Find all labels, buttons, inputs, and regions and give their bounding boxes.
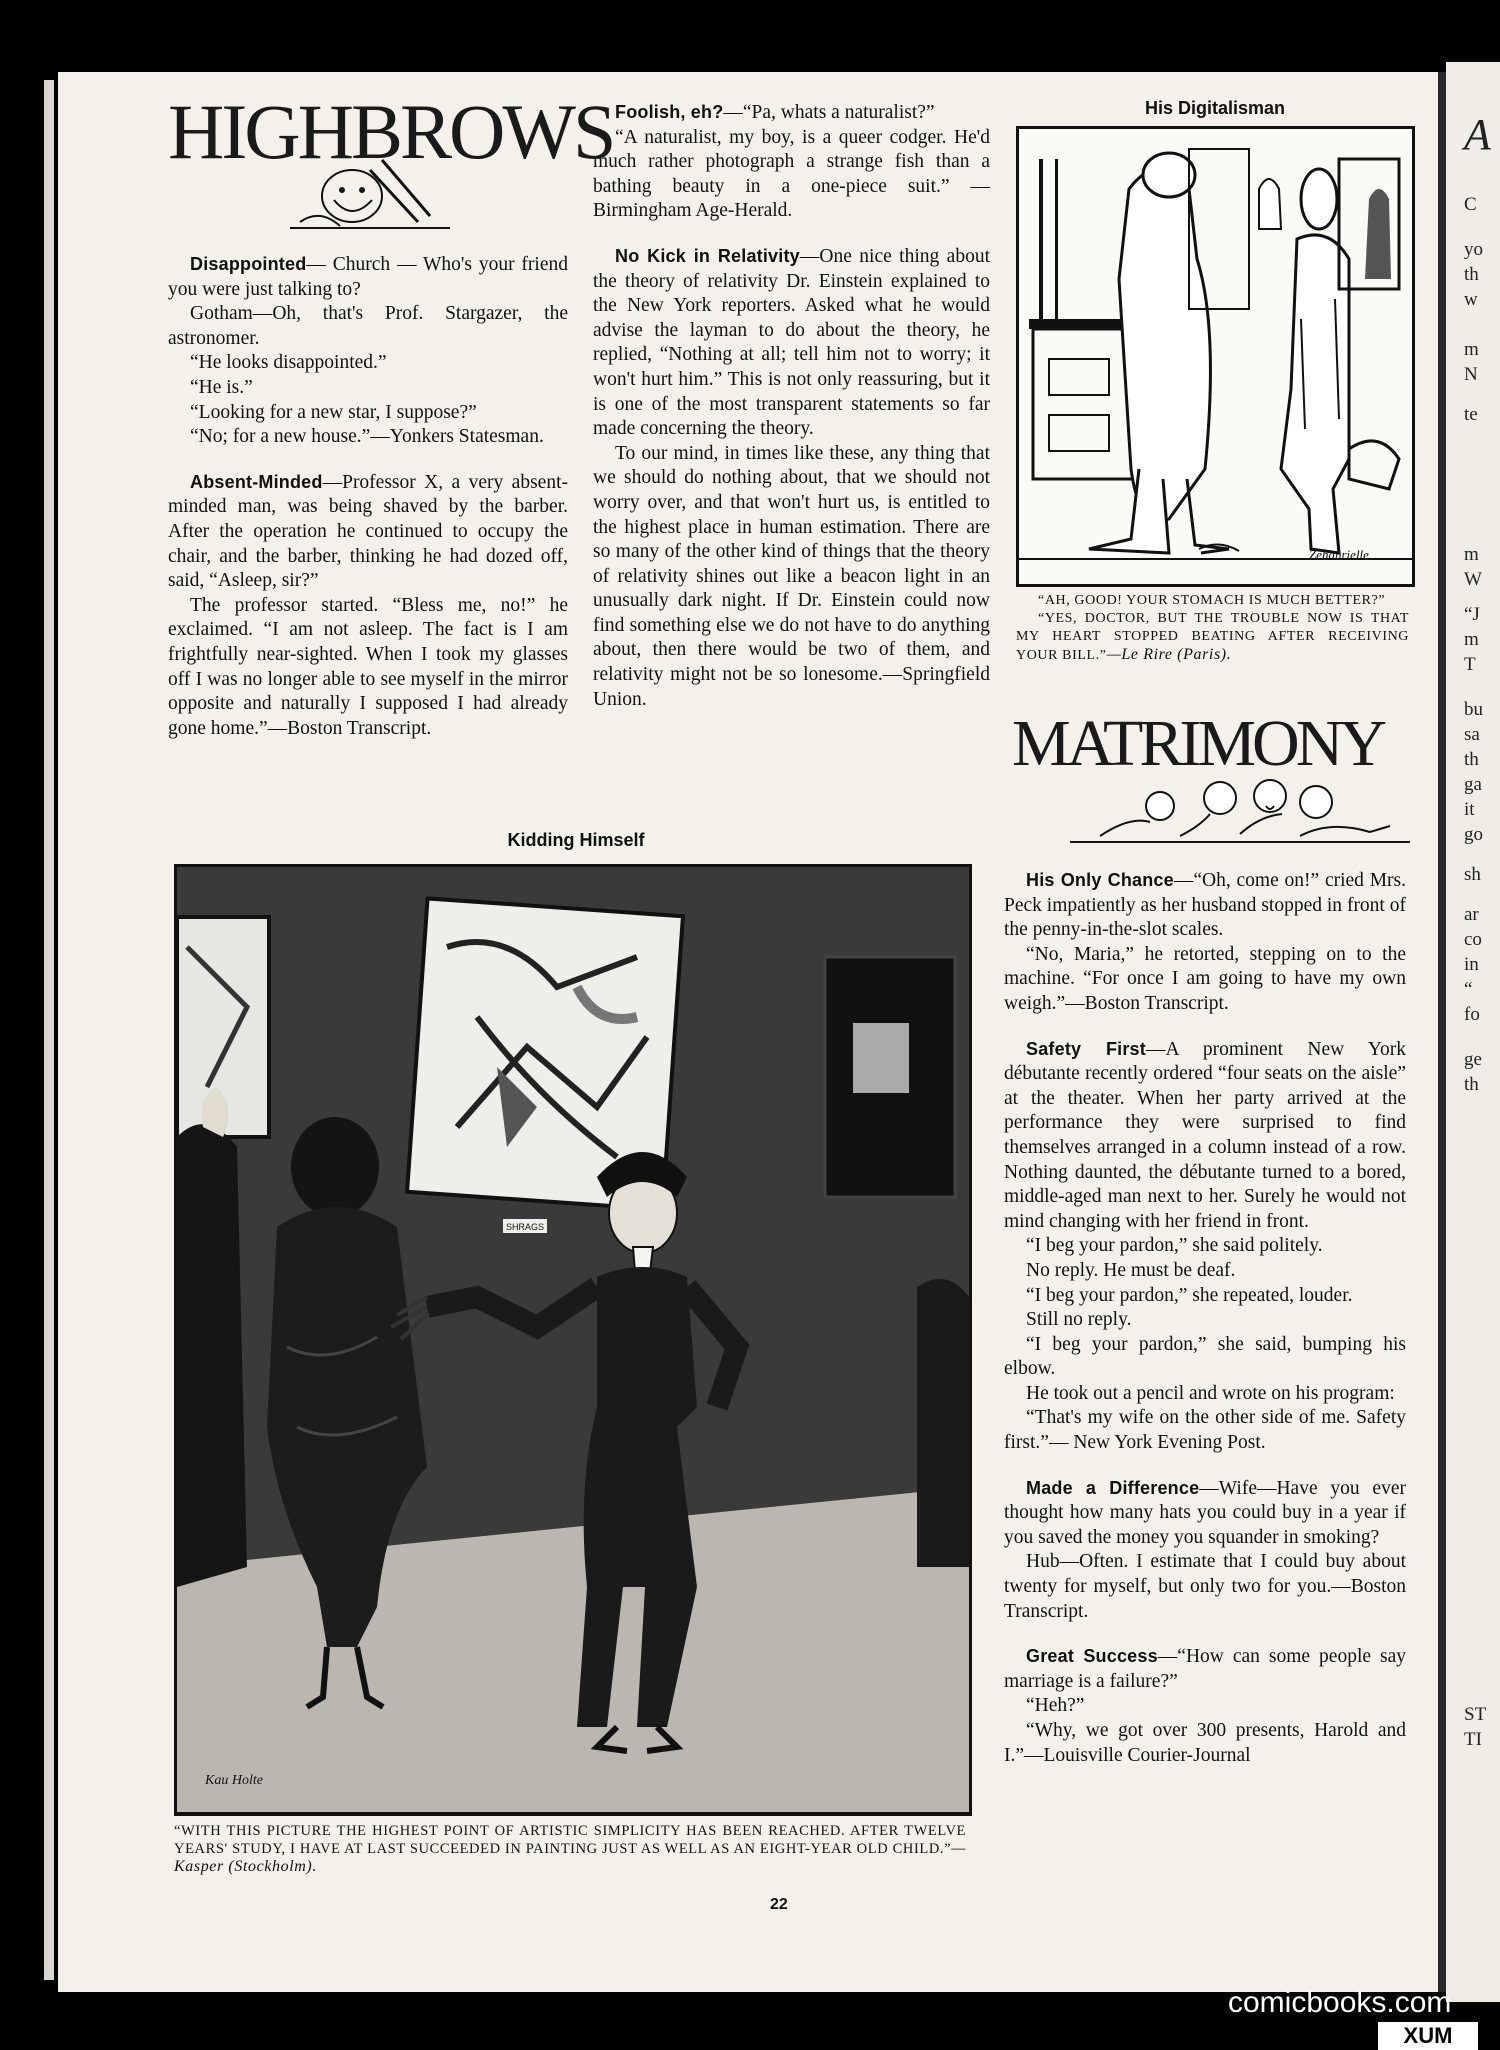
item-paragraph <box>168 594 568 742</box>
digitalisman-cartoon <box>1016 126 1415 587</box>
item-run-in-title: Safety First <box>1026 1038 1146 1059</box>
facing-page-text-fragment: m <box>1464 544 1479 565</box>
item-text: “A naturalist, my boy, is a queer codger. He'd much rather photograph a strange fish than a bathing beauty in a one-piece suit.” — Birmingham Age-Herald. <box>593 126 990 222</box>
facing-page-text-fragment: in <box>1464 954 1479 975</box>
item-run-in-title: Absent-Minded <box>190 471 323 492</box>
item-first-paragraph <box>593 100 990 126</box>
item-paragraph <box>168 376 568 401</box>
item-text: “No; for a new house.”—Yonkers Statesman. <box>190 426 544 448</box>
facing-page-text-fragment: ST <box>1464 1704 1487 1725</box>
facing-page-text-fragment: bu <box>1464 699 1483 720</box>
item-text: — Church — Who's your friend you were just talking to? <box>168 254 568 300</box>
item-text: Still no reply. <box>1026 1309 1132 1331</box>
item-text: “I beg your pardon,” she repeated, louder. <box>1026 1284 1353 1306</box>
book-spine <box>1438 72 1446 1992</box>
facing-page-text-fragment: TI <box>1464 1729 1482 1750</box>
picture-label: SHRAGS <box>505 1222 545 1232</box>
item-first-paragraph <box>1004 868 1406 943</box>
facing-page-text-fragment: W <box>1464 569 1482 590</box>
item-gap <box>1004 1624 1406 1644</box>
item-paragraph <box>1004 1694 1406 1719</box>
item-run-in-title: Foolish, eh? <box>615 102 724 122</box>
item-first-paragraph <box>593 244 990 442</box>
item-paragraph <box>593 442 990 713</box>
kidding-signature: Kau Holte <box>205 1773 263 1788</box>
facing-page-text-fragment: go <box>1464 824 1483 845</box>
facing-page-text-fragment: “J <box>1464 604 1480 625</box>
item-paragraph <box>1004 1284 1406 1309</box>
digitalisman-signature: Zehanrielle <box>1309 547 1369 562</box>
kidding-source: —Kasper (Stockholm). <box>174 1840 966 1875</box>
facing-page-text-fragment: sh <box>1464 864 1481 885</box>
facing-page-text-fragment: m <box>1464 339 1479 360</box>
facing-page-text-fragment: co <box>1464 929 1482 950</box>
item-text: —“Pa, whats a naturalist?” <box>723 102 935 123</box>
facing-page-text-fragment: T <box>1464 654 1476 675</box>
page-number: 22 <box>770 1896 788 1913</box>
digitalisman-drawing <box>1019 129 1412 584</box>
matrimony-column <box>1004 868 1406 1768</box>
digitalisman-source: —Le Rire (Paris). <box>1106 646 1232 663</box>
item-text: “Looking for a new star, I suppose?” <box>190 401 477 423</box>
item-text: “He looks disappointed.” <box>190 352 387 374</box>
highbrows-column <box>168 252 568 741</box>
item-paragraph <box>168 302 568 351</box>
item-text: —A prominent New York débutante recently ordered “four seats on the aisle” at the theater. When her party arrived at the performance they were surprised to find themselves arranged in a column instead of a row. Nothing daunted, the débutante turned to a bored, middle-aged man next to her. Surely he would not mind changing with her friend in front. <box>1004 1038 1406 1232</box>
item-run-in-title: Great Success <box>1026 1646 1158 1667</box>
item-paragraph <box>1004 1234 1406 1259</box>
item-gap <box>168 450 568 470</box>
item-paragraph <box>168 351 568 376</box>
item-text: “Why, we got over 300 presents, Harold and I.”—Louisville Courier-Journal <box>1004 1720 1406 1766</box>
item-run-in-title: Disappointed <box>190 254 307 274</box>
item-paragraph <box>593 126 990 224</box>
digitalisman-caption-line1: “AH, GOOD! YOUR STOMACH IS MUCH BETTER?” <box>1038 593 1386 608</box>
item-text: “No, Maria,” he retorted, stepping on to the machine. “For once I am going to have my own weigh.”—Boston Transcript. <box>1004 943 1406 1014</box>
item-gap <box>593 224 990 244</box>
item-text: “That's my wife on the other side of me. Safety first.”— New York Evening Post. <box>1004 1407 1406 1454</box>
page-left-edge <box>44 80 54 1980</box>
item-paragraph <box>168 401 568 426</box>
item-text: “Heh?” <box>1026 1695 1085 1717</box>
facing-page-text-fragment: ge <box>1464 1049 1482 1070</box>
facing-page-text-fragment: yo <box>1464 239 1483 260</box>
kidding-drawing <box>177 867 969 1813</box>
item-first-paragraph <box>168 252 568 302</box>
watermark-tag: XUM <box>1378 2022 1478 2050</box>
digitalisman-caption-line2-wrap <box>1016 610 1409 665</box>
item-paragraph <box>1004 1259 1406 1284</box>
kidding-title: Kidding Himself <box>507 830 645 850</box>
highbrows-header-illustration <box>290 130 450 236</box>
kidding-caption <box>174 1822 966 1876</box>
item-paragraph <box>1004 1308 1406 1333</box>
facing-page-text-fragment: “ <box>1464 979 1473 1000</box>
facing-page-text-fragment: ar <box>1464 904 1479 925</box>
watermark-site: comicbooks.com <box>1228 1986 1452 2019</box>
facing-page-text-fragment: th <box>1464 1074 1479 1095</box>
facing-page-text-fragment: sa <box>1464 724 1480 745</box>
item-paragraph <box>168 425 568 450</box>
item-first-paragraph <box>1004 1476 1406 1551</box>
facing-page-text-fragment: w <box>1464 289 1478 310</box>
middle-column <box>593 100 990 712</box>
facing-page-text-fragment: A <box>1464 110 1491 159</box>
item-text: —One nice thing about the theory of relativity Dr. Einstein explained to the New York reporters. Asked what he would advise the layman to do about the theory, he replied, “Nothing at all; tell him not to worry; it won't hurt him.” This is not only reassuring, but it is one of the most transparent statements so far made concerning the theory. <box>593 245 990 440</box>
facing-page-text-fragment: fo <box>1464 1004 1480 1025</box>
item-first-paragraph <box>168 470 568 594</box>
item-paragraph <box>1004 1550 1406 1624</box>
facing-page-text-fragment: m <box>1464 629 1479 650</box>
item-text: “He is.” <box>190 376 253 398</box>
item-text: —Wife—Have you ever thought how many hats you could buy in a year if you saved the money you squander in smoking? <box>1004 1477 1406 1548</box>
item-paragraph <box>1004 1719 1406 1768</box>
item-gap <box>1004 1017 1406 1037</box>
facing-page-text-fragment: th <box>1464 264 1479 285</box>
item-text: —“Oh, come on!” cried Mrs. Peck impatiently as her husband stopped in front of the penny-in-the-slot scales. <box>1004 870 1406 941</box>
facing-page-fragment <box>1446 62 1500 2002</box>
facing-page-text-fragment: th <box>1464 749 1479 770</box>
item-run-in-title: Made a Difference <box>1026 1477 1200 1498</box>
item-gap <box>1004 1456 1406 1476</box>
kidding-cartoon <box>174 864 972 1816</box>
item-first-paragraph <box>1004 1644 1406 1694</box>
facing-page-text-fragment: te <box>1464 404 1478 425</box>
item-text: “I beg your pardon,” she said, bumping his elbow. <box>1004 1333 1406 1380</box>
item-text: Hub—Often. I estimate that I could buy about twenty for myself, but only two for you.—Boston Transcript. <box>1004 1551 1406 1622</box>
item-text: No reply. He must be deaf. <box>1026 1259 1236 1281</box>
digitalisman-caption <box>1016 592 1409 665</box>
matrimony-header-illustration <box>1070 776 1410 852</box>
item-run-in-title: His Only Chance <box>1026 870 1174 890</box>
item-paragraph <box>1004 1406 1406 1455</box>
matrimony-title: MATRIMONY <box>1012 707 1384 780</box>
item-text: —Professor X, a very absent-minded man, was being shaved by the barber. After the operation he continued to occupy the chair, and the barber, thinking he had dozed off, said, “Asleep, sir?” <box>168 471 568 592</box>
facing-page-text-fragment: ga <box>1464 774 1482 795</box>
item-text: He took out a pencil and wrote on his program: <box>1026 1382 1395 1404</box>
kidding-caption-text: “WITH THIS PICTURE THE HIGHEST POINT OF ARTISTIC SIMPLICITY HAS BEEN REACHED. AFTER TWELVE YEARS' STUDY, I HAVE AT LAST SUCCEEDED IN PAINTING JUST AS WELL AS AN EIGHT-YEAR OLD CHILD.” <box>174 1823 966 1857</box>
digitalisman-title: His Digitalisman <box>1144 98 1286 118</box>
highbrows-title: HIGHBROWS <box>168 88 614 175</box>
item-text: To our mind, in times like these, any thing that we should do nothing about, that we should not worry over, and that won't hurt us, is entitled to the highest place in human estimation. There are so many of the other kind of things that the theory of relativity shines out like a beacon light in an unusually dark night. If Dr. Einstein could now find something else we do not have to do anything about, then there would be two of them, and relativity might not be so lonesome.—Springfield Union. <box>593 442 990 710</box>
item-run-in-title: No Kick in Relativity <box>615 245 800 266</box>
item-text: The professor started. “Bless me, no!” he exclaimed. “I am not asleep. The fact is I am frightfully near-sighted. When I took my glasses off I was no longer able to see myself in the mirror opposite and naturally I supposed I had already gone home.”—Boston Transcript. <box>168 594 568 739</box>
item-paragraph <box>1004 1333 1406 1382</box>
facing-page-text-fragment: N <box>1464 364 1478 385</box>
facing-page-text-fragment: it <box>1464 799 1475 820</box>
item-paragraph <box>1004 943 1406 1017</box>
digitalisman-caption-line2: “YES, DOCTOR, BUT THE TROUBLE NOW IS THAT MY HEART STOPPED BEATING AFTER RECEIVING YOUR BILL.” <box>1016 611 1409 663</box>
item-paragraph <box>1004 1382 1406 1407</box>
item-text: Gotham—Oh, that's Prof. Stargazer, the astronomer. <box>168 303 568 349</box>
item-text: —“How can some people say marriage is a failure?” <box>1004 1646 1406 1692</box>
facing-page-text-fragment: C <box>1464 194 1477 215</box>
item-text: “I beg your pardon,” she said politely. <box>1026 1235 1323 1257</box>
item-first-paragraph <box>1004 1037 1406 1235</box>
